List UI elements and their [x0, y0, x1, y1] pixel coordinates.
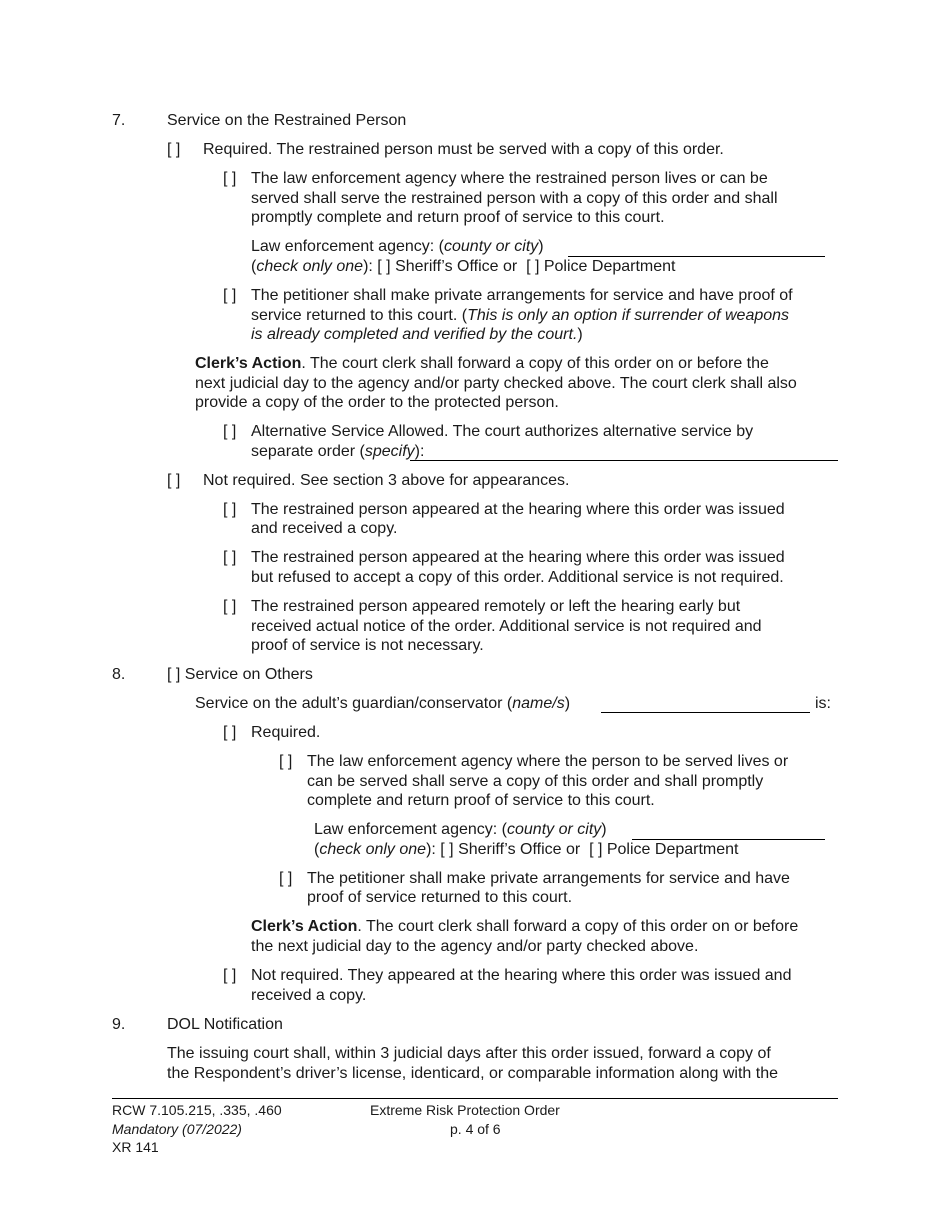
option-text: received actual notice of the order. Additional service is not required and — [251, 618, 762, 635]
clerk-action-text: the next judicial day to the agency and/or party checked above. — [251, 938, 699, 955]
not-required-text: Not required. See section 3 above for appearances. — [203, 472, 570, 489]
specify-input-line[interactable] — [410, 460, 838, 461]
checkbox-petitioner[interactable]: [ ] — [223, 287, 237, 304]
checkbox-appeared-refused[interactable]: [ ] — [223, 549, 237, 566]
check-options: ): [ ] Sheriff’s Office or [ ] Police Department — [363, 258, 676, 275]
agency-close: ) — [538, 238, 544, 255]
others-required-text: Required. — [251, 724, 321, 741]
guardian-is: is: — [815, 695, 831, 712]
others-clerk-action — [251, 917, 798, 937]
agency-close: ) — [601, 821, 607, 838]
footer-divider — [112, 1098, 838, 1099]
section-7-title: Service on the Restrained Person — [167, 112, 407, 129]
checkbox-appeared-received[interactable]: [ ] — [223, 501, 237, 518]
checkbox-appeared-remotely[interactable]: [ ] — [223, 598, 237, 615]
footer-title: Extreme Risk Protection Order — [370, 1102, 560, 1118]
clerk-action-text: . The court clerk shall forward a copy of this order on or before the — [301, 355, 769, 372]
guardian-label: Service on the adult’s guardian/conservator ( — [195, 695, 513, 712]
others-law-enforcement-text: can be served shall serve a copy of this order and shall promptly — [307, 773, 764, 790]
alt-hint: specify — [364, 443, 415, 460]
checkbox-others-not-required[interactable]: [ ] — [223, 967, 237, 984]
clerk-action — [195, 354, 769, 374]
others-not-required-text: received a copy. — [251, 987, 367, 1004]
agency-label-text: Law enforcement agency: ( — [314, 821, 507, 838]
petitioner-close: ) — [577, 326, 583, 343]
section-8-title: [ ] Service on Others — [167, 666, 313, 683]
others-petitioner-text: proof of service returned to this court. — [307, 889, 573, 906]
agency-label — [251, 237, 544, 257]
section-8-number: 8. — [112, 666, 126, 683]
section-9-title: DOL Notification — [167, 1016, 283, 1033]
dol-text: the Respondent’s driver’s license, identicard, or comparable information along with the — [167, 1065, 779, 1082]
checkbox-not-required[interactable]: [ ] — [167, 472, 181, 489]
option-text: The restrained person appeared at the hearing where this order was issued — [251, 549, 785, 566]
petitioner-text — [251, 325, 583, 345]
alternative-service-text: Alternative Service Allowed. The court authorizes alternative service by — [251, 423, 754, 440]
check-open: ( — [314, 841, 320, 858]
others-law-enforcement-text: complete and return proof of service to this court. — [307, 792, 655, 809]
petitioner-text: The petitioner shall make private arrangements for service and have proof of — [251, 287, 793, 304]
checkbox-others-petitioner[interactable]: [ ] — [279, 870, 293, 887]
section-9-number: 9. — [112, 1016, 126, 1033]
clerk-action-label: Clerk’s Action — [195, 355, 302, 372]
law-enforcement-text: The law enforcement agency where the restrained person lives or can be — [251, 170, 768, 187]
alternative-service-text — [251, 442, 424, 462]
checkbox-others-required[interactable]: [ ] — [223, 724, 237, 741]
guardian-text — [195, 694, 570, 714]
dol-text: The issuing court shall, within 3 judicial days after this order issued, forward a copy of — [167, 1045, 771, 1062]
petitioner-note: This is only an option if surrender of weapons — [467, 307, 790, 324]
alt-close: ): — [414, 443, 425, 460]
guardian-close: ) — [564, 695, 571, 712]
check-open: ( — [251, 258, 257, 275]
others-agency-label — [314, 820, 607, 840]
checkbox-required[interactable]: [ ] — [167, 141, 181, 158]
clerk-action-text: . The court clerk shall forward a copy of this order on or before — [357, 918, 799, 935]
option-text: and received a copy. — [251, 520, 398, 537]
checkbox-others-law-enforcement[interactable]: [ ] — [279, 753, 293, 770]
law-enforcement-text: served shall serve the restrained person with a copy of this order and shall — [251, 190, 778, 207]
checkbox-law-enforcement[interactable]: [ ] — [223, 170, 237, 187]
option-text: proof of service is not necessary. — [251, 637, 484, 654]
petitioner-text-part: service returned to this court. ( — [251, 307, 468, 324]
check-only-one — [251, 257, 675, 277]
check-hint: check only one — [319, 841, 427, 858]
petitioner-text — [251, 306, 789, 326]
others-law-enforcement-text: The law enforcement agency where the person to be served lives or — [307, 753, 789, 770]
footer-statute: RCW 7.105.215, .335, .460 — [112, 1102, 282, 1118]
clerk-action-text: provide a copy of the order to the protected person. — [195, 394, 559, 411]
agency-hint: county or city — [444, 238, 539, 255]
check-hint: check only one — [256, 258, 364, 275]
law-enforcement-text: promptly complete and return proof of service to this court. — [251, 209, 665, 226]
petitioner-note: is already completed and verified by the court. — [251, 326, 578, 343]
agency-label-text: Law enforcement agency: ( — [251, 238, 444, 255]
option-text: The restrained person appeared at the hearing where this order was issued — [251, 501, 785, 518]
option-text: but refused to accept a copy of this order. Additional service is not required. — [251, 569, 784, 586]
required-text: Required. The restrained person must be served with a copy of this order. — [203, 141, 724, 158]
alt-text: separate order ( — [251, 443, 365, 460]
guardian-hint: name/s — [512, 695, 565, 712]
check-options: ): [ ] Sheriff’s Office or [ ] Police Department — [426, 841, 739, 858]
option-text: The restrained person appeared remotely or left the hearing early but — [251, 598, 741, 615]
clerk-action-label: Clerk’s Action — [251, 918, 358, 935]
guardian-name-input-line[interactable] — [601, 712, 810, 713]
footer-mandatory: Mandatory (07/2022) — [112, 1121, 242, 1137]
footer-page-number: p. 4 of 6 — [450, 1121, 501, 1137]
agency-hint: county or city — [507, 821, 602, 838]
section-7-number: 7. — [112, 112, 126, 129]
others-check-only-one — [314, 840, 738, 860]
footer-form-number: XR 141 — [112, 1139, 159, 1155]
others-petitioner-text: The petitioner shall make private arrangements for service and have — [307, 870, 790, 887]
others-not-required-text: Not required. They appeared at the hearing where this order was issued and — [251, 967, 792, 984]
checkbox-alternative-service[interactable]: [ ] — [223, 423, 237, 440]
clerk-action-text: next judicial day to the agency and/or party checked above. The court clerk shall also — [195, 375, 797, 392]
